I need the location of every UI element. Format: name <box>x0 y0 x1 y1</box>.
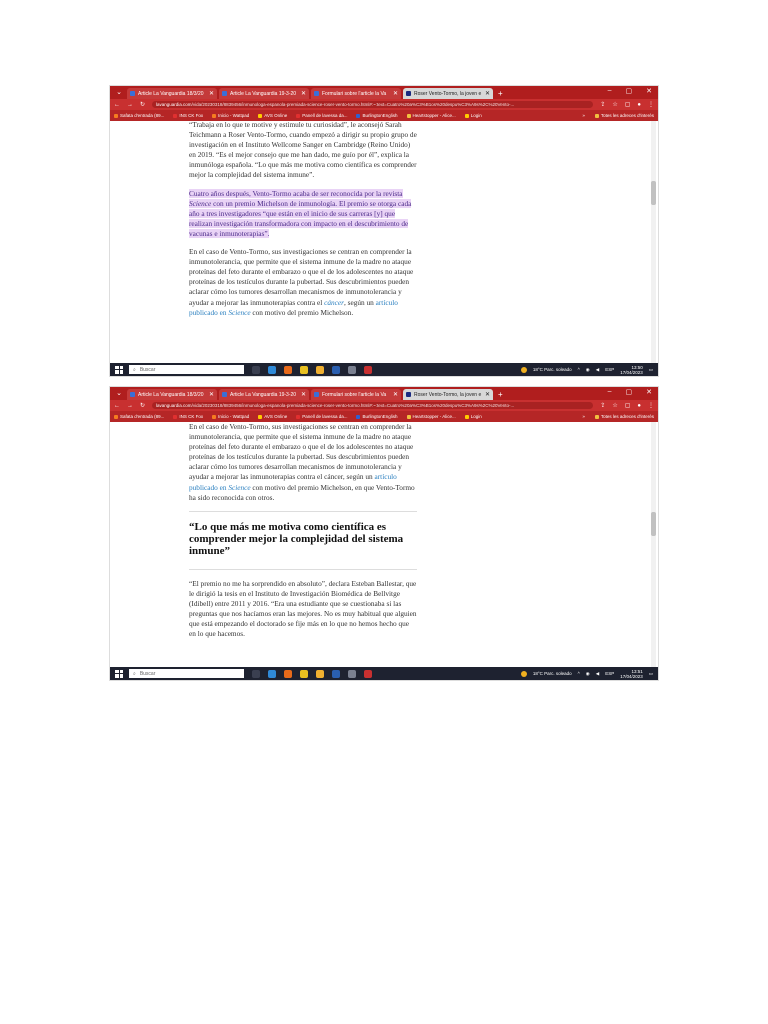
firefox-icon[interactable] <box>284 366 292 374</box>
search-icon: ⌕ <box>133 366 136 373</box>
drive-icon <box>222 392 227 397</box>
bookmark-icon <box>465 415 469 419</box>
window-controls <box>608 388 652 396</box>
search-icon: ⌕ <box>133 670 136 677</box>
bookmarks-overflow-button[interactable]: » <box>582 414 585 419</box>
all-bookmarks-button[interactable]: Totes les adreces d'interès <box>595 414 654 419</box>
bookmark-icon <box>465 114 469 118</box>
close-icon[interactable]: ✕ <box>208 392 214 398</box>
document-icon <box>130 392 135 397</box>
highlighted-paragraph: Cuatro años después, Vento-Tormo acaba de ser reconocida por la revista Science con un premio Michelson de inmunología. El premio se otorga cada año a tres investigadores “que están en el inicio de sus carreras [y] que realizan investigación transformadora con impacto en el descubrimiento de vacunas e inmunoterapias”. <box>189 188 412 238</box>
close-window-button[interactable]: ✕ <box>646 389 652 396</box>
share-icon[interactable]: ⇪ <box>600 403 606 409</box>
cancer-link[interactable]: cáncer <box>324 297 344 307</box>
store-icon[interactable] <box>348 366 356 374</box>
bookmark-item[interactable]: BurlingtonEnglish <box>356 414 397 419</box>
bookmark-item[interactable]: Heartstopper - Alice... <box>407 414 456 419</box>
edge-icon[interactable] <box>268 670 276 678</box>
word-icon[interactable] <box>332 670 340 678</box>
maximize-button[interactable]: ▢ <box>625 389 633 396</box>
firefox-icon[interactable] <box>284 670 292 678</box>
windows-start-icon[interactable] <box>115 366 123 374</box>
bookmark-item[interactable]: Login <box>465 414 482 419</box>
volume-icon[interactable]: ◀ <box>595 366 600 372</box>
article-paragraph: En el caso de Vento-Tormo, sus investigaciones se centran en comprender la inmunotolerancia, que permite que el sistema inmune de la madre no ataque proteínas del feto durante el embarazo o que el de los adolescentes no ataque proteínas de los testículos durante la pubertad. Sus descubrimientos pueden aclarar cómo los tumores desarrollan mecanismos de inmunotolerancia y ayudar a mejorar las inmunoterapias contra el cáncer, según un artículo publicado en Science con motivo del premio Michelson. <box>189 247 414 317</box>
taskbar-search-input[interactable]: ⌕ Buscar <box>129 365 244 374</box>
bookmark-item[interactable]: Heartstopper - Alice... <box>407 113 456 118</box>
bookmark-item[interactable]: Login <box>465 113 482 118</box>
science-article-link[interactable]: artículo publicado en <box>189 472 397 492</box>
new-tab-button[interactable]: + <box>498 89 503 98</box>
app-icon[interactable] <box>364 670 372 678</box>
tab-article-1[interactable]: Article La Vanguardia 18/3/20 ✕ <box>127 389 217 400</box>
tab-strip <box>110 387 658 400</box>
wattpad-icon <box>212 114 216 118</box>
bookmark-item[interactable]: INS CK Fox <box>173 113 203 118</box>
lavanguardia-icon <box>406 392 411 397</box>
bookmarks-overflow-button[interactable]: » <box>582 113 585 118</box>
weather-icon <box>521 367 527 373</box>
bookmark-icon <box>258 415 262 419</box>
drive-icon <box>222 91 227 96</box>
taskbar-search-input[interactable]: ⌕ Buscar <box>129 669 244 678</box>
windows-taskbar <box>110 667 658 680</box>
bookmark-item[interactable]: Safata d'entrada (89... <box>114 113 164 118</box>
tab-article-1[interactable]: Article La Vanguardia 18/3/20 ✕ <box>127 88 217 99</box>
screenshot-2 <box>110 387 658 680</box>
chrome-icon[interactable] <box>300 366 308 374</box>
tab-article-2[interactable]: Article La Vanguardia 19-3-20 ✕ <box>219 389 309 400</box>
bookmark-icon <box>173 114 177 118</box>
profile-icon[interactable]: ● <box>637 101 641 108</box>
screenshot-1 <box>110 86 658 376</box>
word-icon[interactable] <box>332 366 340 374</box>
section-divider <box>189 569 417 570</box>
clock[interactable]: 13:51 17/04/2023 <box>620 668 643 679</box>
more-menu-icon[interactable]: ⋮ <box>648 102 654 108</box>
reload-icon[interactable]: ↻ <box>140 102 146 108</box>
article-paragraph: “El premio no me ha sorprendido en absoluto”, declara Esteban Ballestar, que le dirigió la tesis en el Instituto de Investigación Biomédica de Bellvitge (Idibell) entre 2011 y 2016. “Era una estudiante que se cuestionaba si las preguntas que nos hacíamos eran las mejores. No es muy habitual que alguien que está empezando el doctorado se fije más en lo que no hemos hecho que en lo que hacemos. <box>189 578 417 639</box>
back-icon[interactable]: ← <box>114 101 120 108</box>
file-explorer-icon[interactable] <box>316 670 324 678</box>
store-icon[interactable] <box>348 670 356 678</box>
page-viewport <box>110 121 658 363</box>
folder-icon <box>595 415 599 419</box>
back-icon[interactable]: ← <box>114 402 120 409</box>
bookmarks-bar <box>110 411 658 422</box>
scrollbar[interactable] <box>651 422 656 667</box>
tab-search-chevron-icon[interactable]: ⌄ <box>116 390 122 397</box>
tab-article-2[interactable]: Article La Vanguardia 19-3-20 ✕ <box>219 88 309 99</box>
bookmark-icon <box>173 415 177 419</box>
bookmark-item[interactable]: Inicio - Wattpad <box>212 113 249 118</box>
folder-icon <box>407 415 411 419</box>
notifications-icon[interactable]: ▭ <box>648 366 653 372</box>
star-icon[interactable]: ☆ <box>612 102 618 108</box>
science-article-link[interactable]: Science <box>228 307 251 317</box>
close-icon[interactable]: ✕ <box>300 392 306 398</box>
minimize-button[interactable]: – <box>607 87 612 94</box>
folder-icon <box>407 114 411 118</box>
weather-icon <box>521 671 527 677</box>
bookmark-icon <box>296 415 300 419</box>
article-body <box>189 121 417 326</box>
bookmark-icon <box>356 114 360 118</box>
mail-icon <box>114 415 118 419</box>
bookmark-icon <box>296 114 300 118</box>
new-tab-button[interactable]: + <box>498 390 503 399</box>
tab-search-chevron-icon[interactable]: ⌄ <box>116 89 122 96</box>
tab-lavanguardia-active[interactable]: Roser Vento-Tormo, la joven e ✕ <box>403 88 493 99</box>
article-paragraph: En el caso de Vento-Tormo, sus investigaciones se centran en comprender la inmunotolerancia, que permite que el sistema inmune de la madre no ataque proteínas del feto durante el embarazo o que el de los adolescentes no ataque proteínas de los testículos durante la pubertad. Sus descubrimientos pueden aclarar cómo los tumores desarrollan mecanismos de inmunotolerancia y ayudar a mejorar las inmunoterapias contra el cáncer, según un artículo publicado en Science con motivo del premio Michelson, en que Vento-Tormo ha sido reconocida con otros. <box>189 422 415 502</box>
close-icon[interactable]: ✕ <box>484 392 490 398</box>
close-icon[interactable]: ✕ <box>300 91 306 97</box>
scrollbar-thumb[interactable] <box>651 181 656 205</box>
address-bar <box>110 400 658 411</box>
bookmark-icon <box>258 114 262 118</box>
reload-icon[interactable]: ↻ <box>140 403 146 409</box>
url-field[interactable]: lavanguardia.com/vida/20230318/8839456/inmunologa-espanola-premiada-science-roser-vento-tormo.html#:~:text=Cuatro%20a%C3%B1os%20despu%C3%A9s%2C%20Vento-... <box>152 101 593 108</box>
file-explorer-icon[interactable] <box>316 366 324 374</box>
wattpad-icon <box>212 415 216 419</box>
volume-icon[interactable]: ◀ <box>595 670 600 676</box>
app-icon[interactable] <box>364 366 372 374</box>
system-tray <box>521 365 658 375</box>
close-window-button[interactable]: ✕ <box>646 88 652 95</box>
scrollbar[interactable] <box>651 121 656 363</box>
tab-form[interactable]: Formulari sobre l'article la Va ✕ <box>311 389 401 400</box>
tray-chevron-icon[interactable]: ^ <box>577 367 580 372</box>
window-controls <box>608 87 652 95</box>
bookmark-item[interactable]: Inicio - Wattpad <box>212 414 249 419</box>
network-icon[interactable]: ◉ <box>585 366 590 372</box>
task-view-icon[interactable] <box>252 366 260 374</box>
close-icon[interactable]: ✕ <box>392 392 398 398</box>
science-article-link[interactable]: Science <box>228 482 251 492</box>
language-indicator[interactable]: ESP <box>605 671 615 676</box>
science-article-link[interactable]: artículo publicado en <box>189 297 398 317</box>
lavanguardia-icon <box>406 91 411 96</box>
pull-quote-heading: “Lo que más me motiva como científica es comprender mejor la complejidad del sistema inmune” <box>189 520 404 557</box>
close-icon[interactable]: ✕ <box>208 91 214 97</box>
windows-start-icon[interactable] <box>115 670 123 678</box>
all-bookmarks-button[interactable]: Totes les adreces d'interès <box>595 113 654 118</box>
chrome-icon[interactable] <box>300 670 308 678</box>
bookmarks-bar <box>110 110 658 121</box>
profile-icon[interactable]: ● <box>637 402 641 409</box>
extensions-icon[interactable]: ▢ <box>624 102 631 108</box>
forward-icon[interactable]: → <box>127 101 133 108</box>
star-icon[interactable]: ☆ <box>612 403 618 409</box>
bookmark-icon <box>356 415 360 419</box>
language-indicator[interactable]: ESP <box>605 367 615 372</box>
address-bar <box>110 99 658 110</box>
url-field[interactable]: lavanguardia.com/vida/20230318/8839456/inmunologa-espanola-premiada-science-roser-vento-tormo.html#:~:text=Cuatro%20a%C3%B1os%20despu%C3%A9s%2C%20Vento-... <box>152 402 593 409</box>
form-icon <box>314 91 319 96</box>
tab-strip <box>110 86 658 99</box>
maximize-button[interactable]: ▢ <box>625 88 633 95</box>
windows-taskbar <box>110 363 658 376</box>
system-tray <box>521 669 658 679</box>
tray-chevron-icon[interactable]: ^ <box>577 671 580 676</box>
page-viewport <box>110 422 658 667</box>
tab-lavanguardia-active[interactable]: Roser Vento-Tormo, la joven e ✕ <box>403 389 493 400</box>
mail-icon <box>114 114 118 118</box>
form-icon <box>314 392 319 397</box>
bookmark-item[interactable]: AVS Online <box>258 414 287 419</box>
notifications-icon[interactable]: ▭ <box>648 670 653 676</box>
forward-icon[interactable]: → <box>127 402 133 409</box>
network-icon[interactable]: ◉ <box>585 670 590 676</box>
task-view-icon[interactable] <box>252 670 260 678</box>
edge-icon[interactable] <box>268 366 276 374</box>
more-menu-icon[interactable]: ⋮ <box>648 403 654 409</box>
bookmark-item[interactable]: BurlingtonEnglish <box>356 113 397 118</box>
folder-icon <box>595 114 599 118</box>
close-icon[interactable]: ✕ <box>484 91 490 97</box>
weather-text[interactable]: 18°C Parc. soleado <box>532 671 572 676</box>
extensions-icon[interactable]: ▢ <box>624 403 631 409</box>
minimize-button[interactable]: – <box>607 388 612 395</box>
bookmark-item[interactable]: Panell de lavessa da... <box>296 414 347 419</box>
close-icon[interactable]: ✕ <box>392 91 398 97</box>
bookmark-item[interactable]: Panell de lavessa da... <box>296 113 347 118</box>
section-divider <box>189 511 417 512</box>
bookmark-item[interactable]: INS CK Fox <box>173 414 203 419</box>
clock[interactable]: 13:50 17/04/2023 <box>620 364 643 375</box>
share-icon[interactable]: ⇪ <box>600 102 606 108</box>
article-paragraph: “Trabaja en lo que te motive y estimule tu curiosidad”, le aconsejó Sarah Teichmann a Roser Vento-Tormo, cuando empezó a dirigir su propio grupo de investigación en el Instituto Wellcome Sanger en Cambridge (Reino Unido) en 2019. “Es el mejor consejo que me han dado, me guío por él”, explica la inmunóloga española. “Lo que más me motiva como científica es comprender mejor la complejidad del sistema inmune”. <box>189 121 417 180</box>
document-icon <box>130 91 135 96</box>
scrollbar-thumb[interactable] <box>651 512 656 536</box>
weather-text[interactable]: 18°C Parc. soleado <box>532 367 572 372</box>
tab-form[interactable]: Formulari sobre l'article la Va ✕ <box>311 88 401 99</box>
bookmark-item[interactable]: Safata d'entrada (89... <box>114 414 164 419</box>
bookmark-item[interactable]: AVS Online <box>258 113 287 118</box>
article-body <box>189 422 417 647</box>
